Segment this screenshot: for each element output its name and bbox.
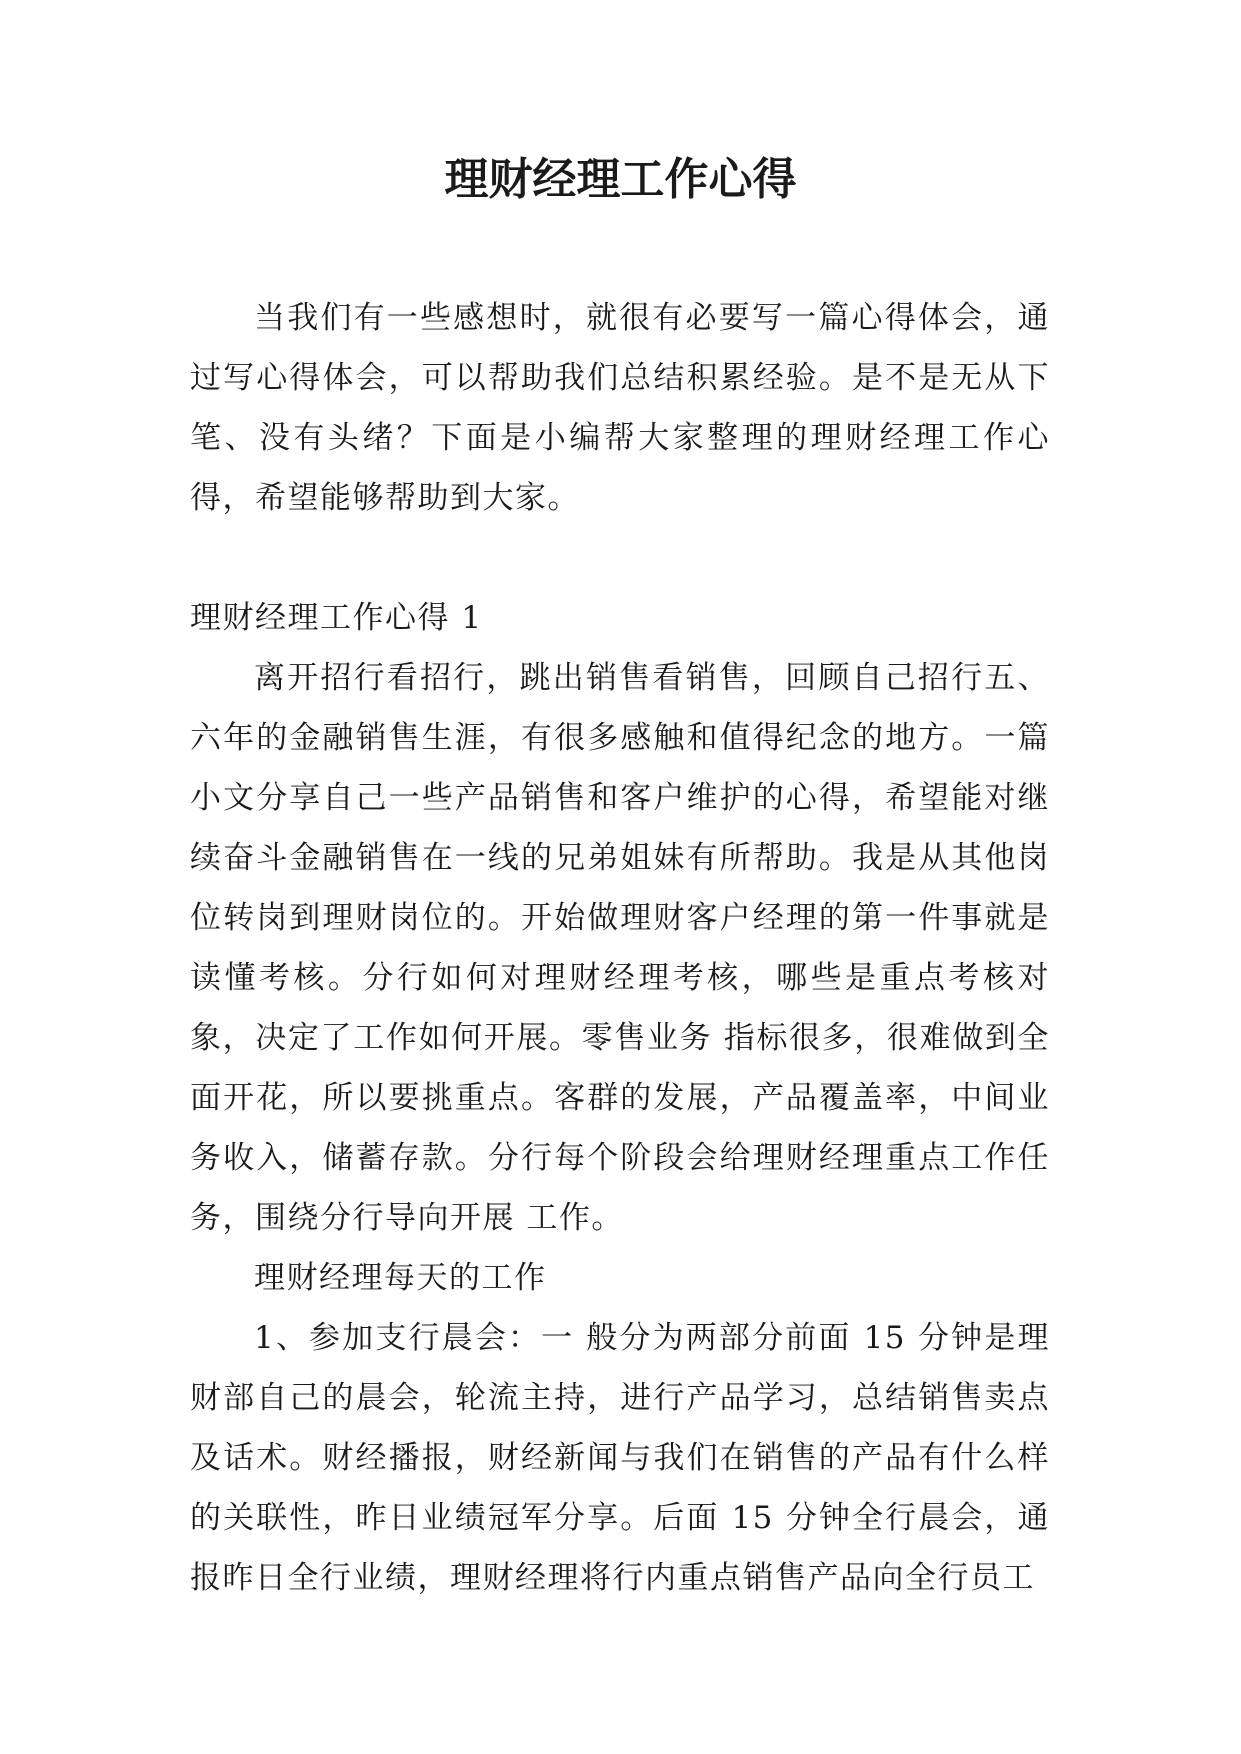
section-heading: 理财经理工作心得 1	[190, 600, 483, 636]
document-title: 理财经理工作心得	[444, 154, 797, 205]
document-body	[190, 288, 1050, 1608]
body-paragraph: 1、参加支行晨会：一 般分为两部分前面 15 分钟是理财部自己的晨会，轮流主持，进行产品学习，总结销售卖点及话术。财经播报，财经新闻与我们在销售的产品有什么样的关联性，昨日业绩冠军分享。后面 15 分钟全行晨会，通报昨日全行业绩，理财经理将行内重点销售产品向全行员工	[190, 1320, 1050, 1596]
body-paragraph: 离开招行看招行，跳出销售看销售，回顾自己招行五、六年的金融销售生涯，有很多感触和值得纪念的地方。一篇小文分享自己一些产品销售和客户维护的心得，希望能对继续奋斗金融销售在一线的兄弟姐妹有所帮助。我是从其他岗位转岗到理财岗位的。开始做理财客户经理的第一件事就是读懂考核。分行如何对理财经理考核，哪些是重点考核对象，决定了工作如何开展。零售业务 指标很多，很难做到全面开花，所以要挑重点。客群的发展，产品覆盖率，中间业务收入，储蓄存款。分行每个阶段会给理财经理重点工作任务，围绕分行导向开展 工作。	[190, 660, 1050, 1236]
subsection-heading: 理财经理每天的工作	[254, 1260, 547, 1296]
intro-paragraph: 当我们有一些感想时，就很有必要写一篇心得体会，通过写心得体会，可以帮助我们总结积累经验。是不是无从下笔、没有头绪？下面是小编帮大家整理的理财经理工作心得，希望能够帮助到大家。	[190, 300, 1050, 516]
